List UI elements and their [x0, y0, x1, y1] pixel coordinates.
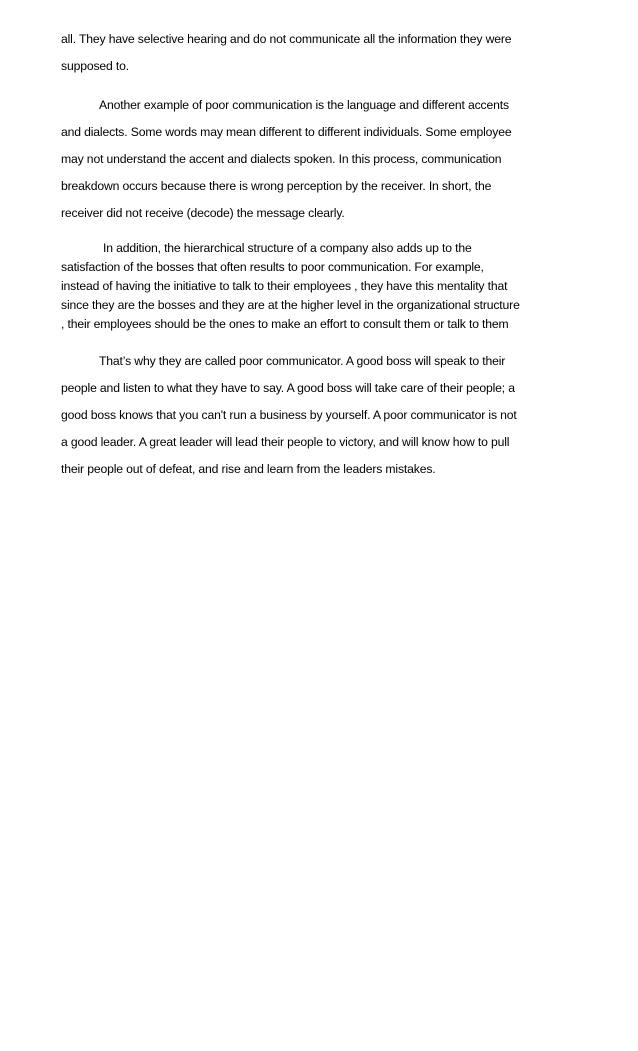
paragraph-line: their people out of defeat, and rise and learn from the leaders mistakes.	[61, 462, 436, 476]
paragraph-line: Another example of poor communication is the language and different accents	[99, 98, 509, 112]
paragraph-poor-communicator	[61, 350, 583, 485]
paragraph-line: all. They have selective hearing and do not communicate all the information they were	[61, 32, 512, 46]
paragraph-line: , their employees should be the ones to make an effort to consult them or talk to them	[61, 317, 509, 331]
paragraph-line: breakdown occurs because there is wrong perception by the receiver. In short, the	[61, 179, 492, 193]
paragraph-line: receiver did not receive (decode) the message clearly.	[61, 206, 345, 220]
paragraph-line: good boss knows that you can't run a business by yourself. A poor communicator is not	[61, 408, 517, 422]
paragraph-line: instead of having the initiative to talk to their employees , they have this mentality that	[61, 279, 508, 293]
paragraph-line: In addition, the hierarchical structure of a company also adds up to the	[103, 241, 472, 255]
paragraph-line: may not understand the accent and dialects spoken. In this process, communication	[61, 152, 502, 166]
paragraph-line: That’s why they are called poor communicator. A good boss will speak to their	[99, 354, 506, 368]
paragraph-line: people and listen to what they have to say. A good boss will take care of their people; a	[61, 381, 515, 395]
paragraph-line: a good leader. A great leader will lead their people to victory, and will know how to pull	[61, 435, 510, 449]
paragraph-line: since they are the bosses and they are at the higher level in the organizational structure	[61, 298, 520, 312]
paragraph-language-accents	[61, 94, 583, 229]
paragraph-line: supposed to.	[61, 59, 129, 73]
paragraph-continuation	[61, 28, 583, 82]
paragraph-line: satisfaction of the bosses that often results to poor communication. For example,	[61, 260, 484, 274]
paragraph-hierarchical-structure	[61, 239, 583, 334]
paragraph-line: and dialects. Some words may mean different to different individuals. Some employee	[61, 125, 512, 139]
